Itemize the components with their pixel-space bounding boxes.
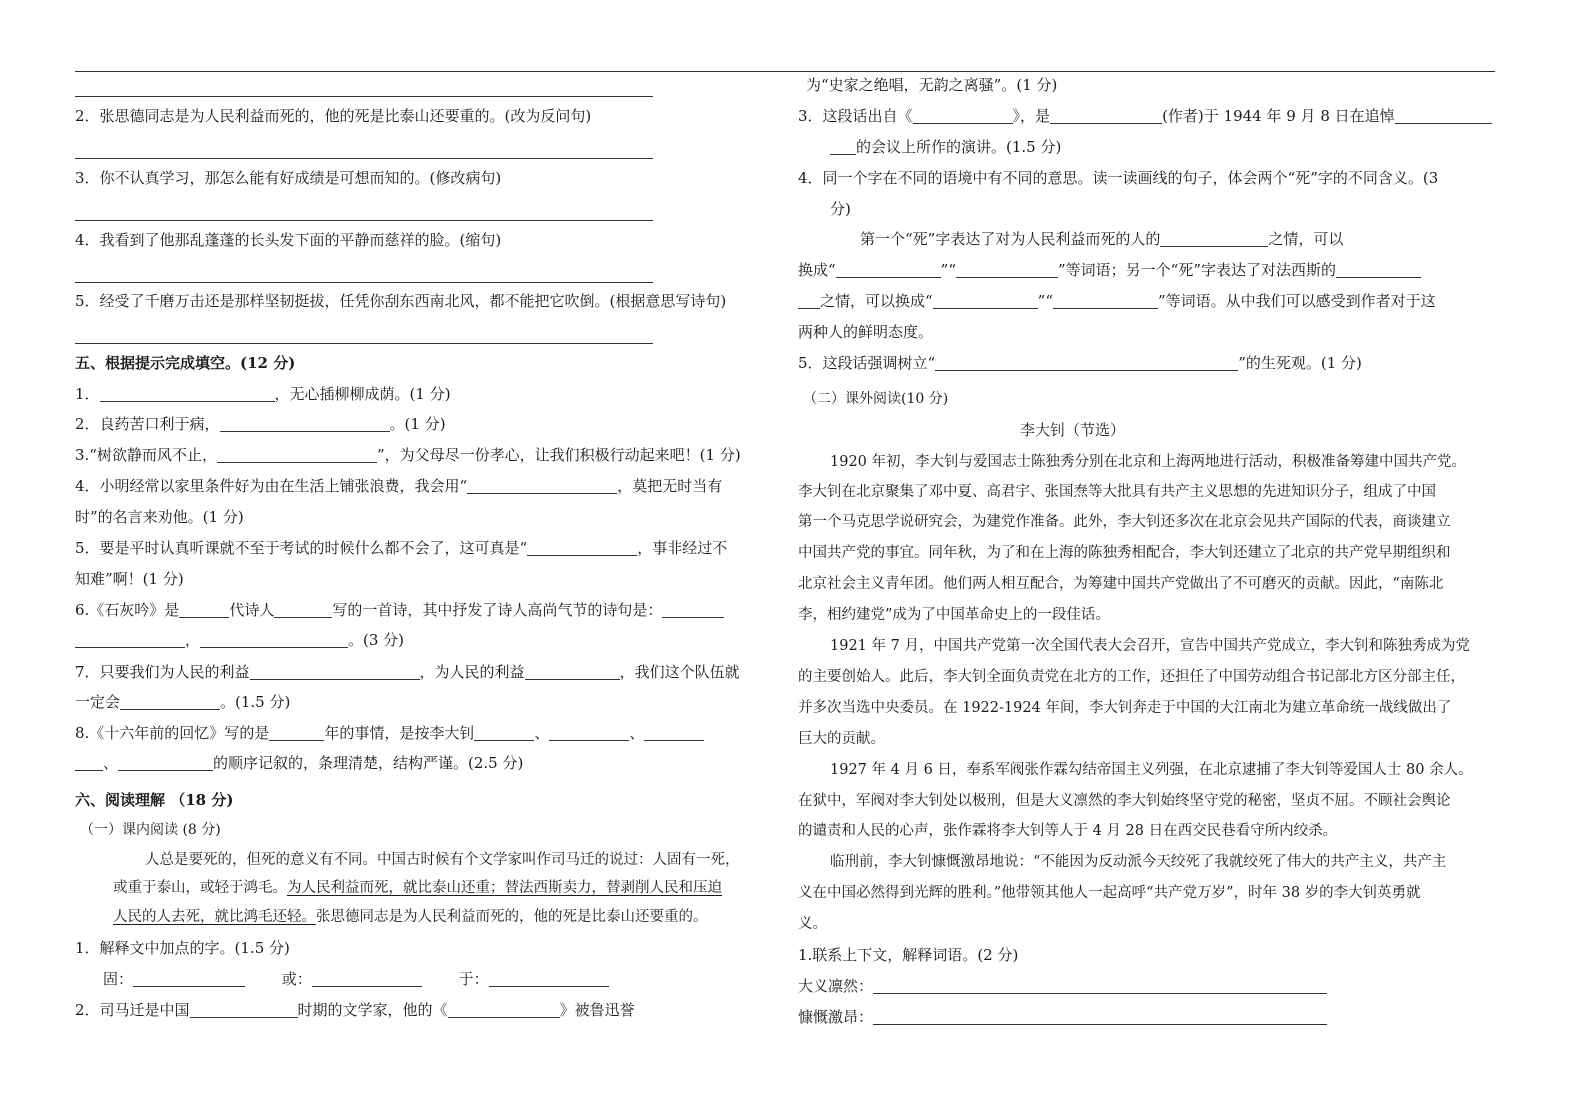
passage-2-line: 在狱中，军阀对李大钊处以极刑，但是大义凛然的李大钊始终坚守党的秘密，坚贞不屈。不顾社会舆论 xyxy=(798,793,1451,809)
fill-6-c: 写的一首诗，其中抒发了诗人高尚气节的诗句是： xyxy=(332,601,663,619)
fill-6-line-2 xyxy=(75,629,404,651)
blank[interactable] xyxy=(118,754,213,771)
extra-question-1: 1.联系上下文，解释词语。(2 分) xyxy=(798,946,1019,964)
blank[interactable] xyxy=(474,724,534,741)
fill-5 xyxy=(75,537,727,559)
passage-1-line-2 xyxy=(113,877,722,899)
blank[interactable] xyxy=(873,977,1327,994)
blank[interactable] xyxy=(1395,107,1492,124)
r3-c: (作者)于 1944 年 9 月 8 日在追悼 xyxy=(1162,107,1395,125)
fill-7 xyxy=(75,661,740,683)
blank[interactable] xyxy=(956,261,1058,278)
fill-2-head: 2．良药苦口利于病， xyxy=(75,415,220,433)
blank[interactable] xyxy=(467,477,617,494)
passage-1-line3-plain: 张思德同志是为人民利益而死的，他的死是比泰山还要重的。 xyxy=(316,909,708,925)
blank[interactable] xyxy=(913,107,1013,124)
reading-question-4-line-2: 分) xyxy=(830,200,851,218)
question-5: 5．经受了千磨万击还是那样坚韧挺拔，任凭你刮东西南北风，都不能把它吹倒。(根据意思写诗句) xyxy=(75,292,727,310)
blank[interactable] xyxy=(190,1001,298,1018)
blank[interactable] xyxy=(75,754,103,771)
blank[interactable] xyxy=(933,292,1038,309)
blank[interactable] xyxy=(798,292,820,309)
passage-2-line: 临刑前，李大钊慷慨激昂地说：“不能因为反动派今天绞死了我就绞死了伟大的共产主义，共产主 xyxy=(830,854,1447,870)
fill-8-line-2 xyxy=(75,752,523,774)
fill-3-tail: ”，为父母尽一份孝心，让我们积极行动起来吧！(1 分) xyxy=(376,446,741,464)
fill-8-c: 、 xyxy=(534,724,550,742)
fill-8-sep: 、 xyxy=(103,754,119,772)
section-6-title: 六、阅读理解 （18 分) xyxy=(75,791,234,809)
r4-fill1-b: 之情，可以 xyxy=(1268,230,1344,248)
fill-6 xyxy=(75,599,724,621)
blank[interactable] xyxy=(120,693,220,710)
reading-question-2-continued: 为“史家之绝唱，无韵之离骚”。(1 分) xyxy=(806,76,1058,94)
passage-1-line-1: 人总是要死的，但死的意义有不同。中国古时候有个文学家叫作司马迁的说过：人固有一死， xyxy=(145,852,740,868)
fill-4 xyxy=(75,475,722,497)
passage-2-line: 巨大的贡献。 xyxy=(798,731,885,747)
blank[interactable] xyxy=(1050,107,1162,124)
sub-section-1-title: （一）课内阅读 (8 分) xyxy=(80,822,221,838)
passage-2-line: 义。 xyxy=(798,916,827,932)
blank[interactable] xyxy=(179,601,229,618)
blank[interactable] xyxy=(250,663,420,680)
reading-question-4-fill-3 xyxy=(798,290,1436,312)
reading-question-3 xyxy=(798,105,1492,127)
fill-6-sep: ， xyxy=(185,631,201,649)
reading-question-1: 1．解释文中加点的字。(1.5 分) xyxy=(75,939,290,957)
fill-8-d: 、 xyxy=(629,724,645,742)
r5-b: ”的生死观。(1 分) xyxy=(1238,354,1362,372)
question-2: 2．张思德同志是为人民利益而死的，他的死是比泰山还要重的。(改为反问句) xyxy=(75,107,592,125)
reading-question-4-fill-1 xyxy=(860,228,1343,250)
label-yu: 于： xyxy=(458,970,489,988)
fill-2 xyxy=(75,413,446,435)
r2-c: 》被鲁迅誉 xyxy=(559,1001,635,1019)
fill-1-tail: ，无心插柳柳成荫。(1 分) xyxy=(274,385,451,403)
reading-question-4: 4．同一个字在不同的语境中有不同的意思。读一读画线的句子，体会两个“死”字的不同含义。(3 xyxy=(798,169,1439,187)
label-gu: 固： xyxy=(103,970,134,988)
fill-2-tail: 。(1 分) xyxy=(389,415,446,433)
question-3: 3．你不认真学习，那怎么能有好成绩是可想而知的。(修改病句) xyxy=(75,169,502,187)
blank[interactable] xyxy=(133,970,245,987)
header-rule xyxy=(75,71,1495,72)
blank[interactable] xyxy=(217,446,377,463)
reading-question-2 xyxy=(75,999,635,1021)
passage-2-line: 的谴责和人民的心声，张作霖将李大钊等人于 4 月 28 日在西交民巷看守所内绞杀。 xyxy=(798,823,1338,839)
fill-5-line-2: 知难”啊！(1 分) xyxy=(75,570,184,588)
fill-4-line-2: 时”的名言来劝他。(1 分) xyxy=(75,508,244,526)
passage-2-line: 李，相约建党”成为了中国革命史上的一段佳话。 xyxy=(798,607,1110,623)
blank[interactable] xyxy=(525,663,620,680)
r4-fill3-b: ”“ xyxy=(1037,292,1054,310)
r4-fill2-c: ”等词语；另一个“死”字表达了对法西斯的 xyxy=(1058,261,1337,279)
fill-8-b: 年的事情，是按李大钊 xyxy=(324,724,475,742)
blank[interactable] xyxy=(1336,261,1421,278)
passage-2-line: 李大钊在北京聚集了邓中夏、高君宇、张国焘等大批具有共产主义思想的先进知识分子，组成了中国 xyxy=(798,484,1436,500)
blank[interactable] xyxy=(549,724,629,741)
reading-question-1-blanks xyxy=(103,968,609,990)
blank[interactable] xyxy=(220,415,390,432)
blank[interactable] xyxy=(873,1008,1327,1025)
reading-question-5 xyxy=(798,352,1362,374)
answer-line[interactable] xyxy=(75,220,653,221)
r4-fill3-c: ”等词语。从中我们可以感受到作者对于这 xyxy=(1158,292,1436,310)
blank[interactable] xyxy=(274,601,332,618)
reading-question-3-line-2 xyxy=(830,136,1061,158)
r5-a: 5．这段话强调树立“ xyxy=(798,354,936,372)
r4-fill2-b: ”“ xyxy=(940,261,957,279)
fill-6-tail: 。(3 分) xyxy=(348,631,405,649)
fill-4-head: 4．小明经常以家里条件好为由在生活上铺张浪费，我会用“ xyxy=(75,477,468,495)
blank[interactable] xyxy=(312,970,422,987)
passage-2-line: 义在中国必然得到光辉的胜利。”他带领其他人一起高呼“共产党万岁”，时年 38 岁的李大钊英勇就 xyxy=(798,885,1421,901)
blank[interactable] xyxy=(75,631,185,648)
passage-2-line: 1927 年 4 月 6 日，奉系军阀张作霖勾结帝国主义列强，在北京逮捕了李大钊等爱国人士 80 余人。 xyxy=(830,762,1473,778)
fill-6-b: 代诗人 xyxy=(229,601,275,619)
term-dayi: 大义凛然： xyxy=(798,977,874,995)
fill-5-head: 5．要是平时认真听课就不至于考试的时候什么都不会了，这可真是“ xyxy=(75,539,528,557)
r3-a: 3．这段话出自《 xyxy=(798,107,913,125)
fill-8-a: 8.《十六年前的回忆》写的是 xyxy=(75,724,270,742)
blank[interactable] xyxy=(830,138,856,155)
r4-fill3-a: 之情，可以换成“ xyxy=(820,292,933,310)
passage-2-line: 中国共产党的事宜。同年秋，为了和在上海的陈独秀相配合，李大钊还建立了北京的共产党早期组织和 xyxy=(798,545,1451,561)
section-5-title: 五、根据提示完成填空。(12 分) xyxy=(75,354,296,372)
fill-7-a: 7．只要我们为人民的利益 xyxy=(75,663,250,681)
answer-line[interactable] xyxy=(75,158,653,159)
fill-7-line2-head: 一定会 xyxy=(75,693,121,711)
question-4: 4．我看到了他那乱蓬蓬的长头发下面的平静而慈祥的脸。(缩句) xyxy=(75,231,502,249)
fill-7-line-2 xyxy=(75,691,290,713)
passage-1-line-3 xyxy=(113,906,708,928)
reading-question-4-fill-4: 两种人的鲜明态度。 xyxy=(798,323,934,341)
blank[interactable] xyxy=(1160,230,1268,247)
passage-2-line: 1920 年初，李大钊与爱国志士陈独秀分别在北京和上海两地进行活动，积极准备筹建中国共产党。 xyxy=(830,454,1467,470)
answer-line[interactable] xyxy=(75,96,653,97)
answer-line[interactable] xyxy=(75,282,653,283)
r4-fill1-a: 第一个“死”字表达了对为人民利益而死的人的 xyxy=(860,230,1161,248)
sub-section-2-title: （二）课外阅读(10 分) xyxy=(803,391,949,407)
blank[interactable] xyxy=(1053,292,1158,309)
r2-b: 时期的文学家，他的《 xyxy=(297,1001,448,1019)
blank[interactable] xyxy=(662,601,724,618)
fill-3 xyxy=(75,444,741,466)
blank[interactable] xyxy=(527,539,637,556)
blank[interactable] xyxy=(269,724,324,741)
fill-8-tail: 的顺序记叙的，条理清楚，结构严谨。(2.5 分) xyxy=(213,754,524,772)
r4-fill2-a: 换成“ xyxy=(798,261,836,279)
fill-1 xyxy=(75,383,451,405)
passage-2-line: 1921 年 7 月，中国共产党第一次全国代表大会召开，宣告中国共产党成立，李大钊和陈独秀成为党 xyxy=(830,638,1470,654)
underlined-sentence: 为人民利益而死，就比泰山还重；替法西斯卖力，替剥削人民和压迫 xyxy=(287,880,722,896)
passage-2-line: 并多次当选中央委员。在 1922-1924 年间，李大钊奔走于中国的大江南北为建立革命统一战线做出了 xyxy=(798,700,1452,716)
label-huo: 或： xyxy=(281,970,312,988)
blank[interactable] xyxy=(200,631,348,648)
reading-question-4-fill-2 xyxy=(798,259,1421,281)
extra-question-1-a xyxy=(798,975,1327,997)
passage-2-line: 第一个马克思学说研究会，为建党作准备。此外，李大钊还多次在北京会见共产国际的代表，商谈建立 xyxy=(798,514,1451,530)
blank[interactable] xyxy=(448,1001,560,1018)
passage-2-title: 李大钊（节选） xyxy=(1020,421,1126,439)
underlined-sentence: 人民的人去死，就比鸿毛还轻。 xyxy=(113,909,316,925)
blank[interactable] xyxy=(644,724,704,741)
fill-4-tail: ，莫把无时当有 xyxy=(617,477,723,495)
fill-5-tail: ，事非经过不 xyxy=(637,539,728,557)
blank[interactable] xyxy=(100,385,275,402)
fill-7-line2-tail: 。(1.5 分) xyxy=(220,693,291,711)
blank[interactable] xyxy=(935,354,1238,371)
fill-3-head: 3.“树欲静而风不止， xyxy=(75,446,217,464)
fill-1-num: 1． xyxy=(75,385,100,403)
blank[interactable] xyxy=(836,261,941,278)
passage-2-line: 的主要创始人。此后，李大钊全面负责党在北方的工作，还担任了中国劳动组合书记部北方区分部主任， xyxy=(798,669,1465,685)
extra-question-1-b xyxy=(798,1006,1327,1028)
fill-7-b: ，为人民的利益 xyxy=(419,663,525,681)
r3-line2-tail: 的会议上所作的演讲。(1.5 分) xyxy=(856,138,1062,156)
r2-a: 2．司马迁是中国 xyxy=(75,1001,190,1019)
term-kangkai: 慷慨激昂： xyxy=(798,1008,874,1026)
fill-8 xyxy=(75,722,704,744)
passage-1-line2-plain: 或重于泰山，或轻于鸿毛。 xyxy=(113,880,287,896)
fill-7-c: ，我们这个队伍就 xyxy=(619,663,740,681)
blank[interactable] xyxy=(489,970,609,987)
r3-b: 》，是 xyxy=(1012,107,1051,125)
answer-line[interactable] xyxy=(75,343,653,344)
fill-6-a: 6.《石灰吟》是 xyxy=(75,601,180,619)
passage-2-line: 北京社会主义青年团。他们两人相互配合，为筹建中国共产党做出了不可磨灭的贡献。因此，“南陈北 xyxy=(798,576,1444,592)
